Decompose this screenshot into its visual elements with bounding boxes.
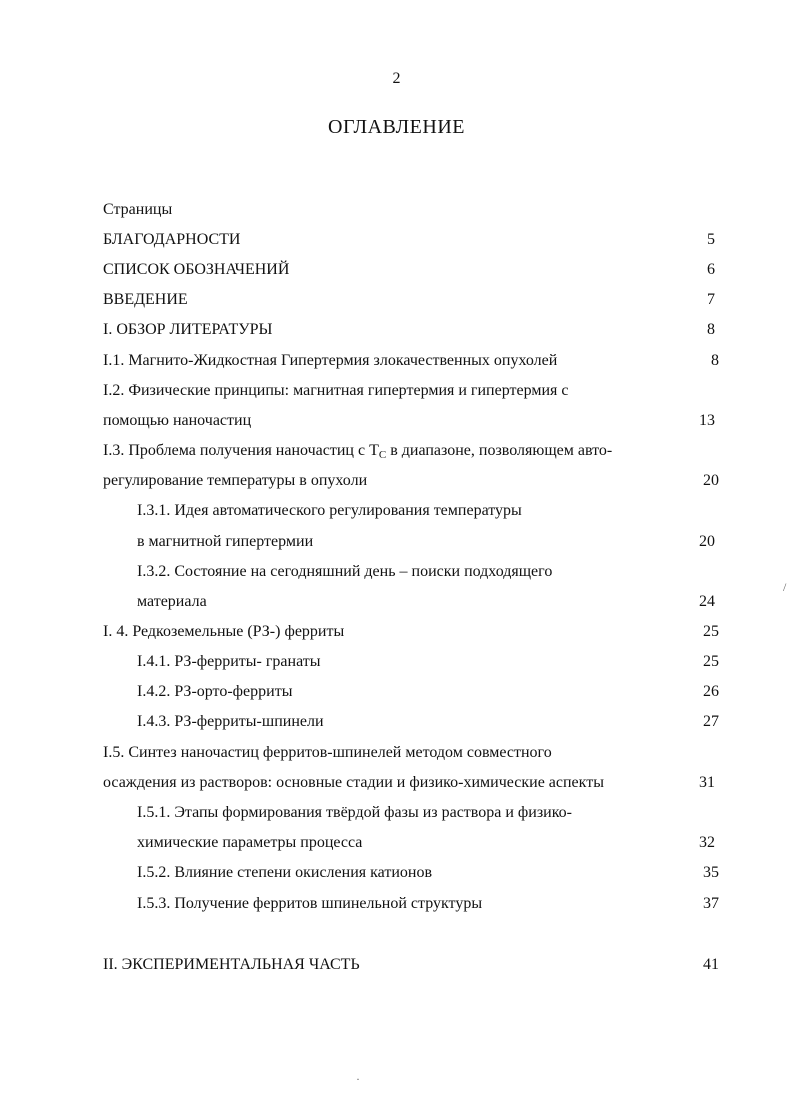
subscript-c: C — [378, 449, 387, 461]
toc-entry-page: 20 — [699, 533, 715, 550]
toc-entry-page: 26 — [703, 683, 719, 700]
toc-entry-page: 25 — [703, 623, 719, 640]
toc-entry-text-pre: I.3. Проблема получения наночастиц с T — [103, 442, 379, 459]
toc-entry-page: 24 — [699, 593, 715, 610]
toc-entry-text: I.5.2. Влияние степени окисления катионов — [137, 864, 433, 881]
toc-entry-text-post: в диапазоне, позволяющем авто- — [386, 442, 613, 459]
toc-entry-text: I. 4. Редкоземельные (РЗ-) ферриты — [103, 623, 345, 640]
toc-entry-page: 37 — [703, 895, 719, 912]
toc-entry-page: 7 — [707, 291, 715, 308]
toc-entry-text-line1: I.2. Физические принципы: магнитная гипертермия и гипертермия с — [103, 382, 569, 399]
page-title: ОГЛАВЛЕНИЕ — [328, 116, 465, 138]
toc-entry-text-line1: I.5.1. Этапы формирования твёрдой фазы из раствора и физико- — [137, 804, 572, 821]
toc-entry-text: ВВЕДЕНИЕ — [103, 291, 188, 308]
scan-speck: / — [783, 580, 787, 594]
toc-entry-page: 32 — [699, 834, 715, 851]
toc-entry-text-line2: в магнитной гипертермии — [137, 533, 314, 550]
toc-entry-text-line1: I.3.1. Идея автоматического регулирования температуры — [137, 502, 522, 519]
toc-entry-page: 41 — [703, 956, 719, 973]
toc-entry-page: 20 — [703, 472, 719, 489]
toc-entry-page: 25 — [703, 653, 719, 670]
toc-entry-text: I.1. Магнито-Жидкостная Гипертермия злокачественных опухолей — [103, 352, 558, 369]
toc-entry-text-line2: осаждения из растворов: основные стадии и физико-химические аспекты — [103, 774, 604, 791]
toc-entry-page: 13 — [699, 412, 715, 429]
toc-entry-text: I. ОБЗОР ЛИТЕРАТУРЫ — [103, 321, 273, 338]
toc-entry-page: 31 — [699, 774, 715, 791]
toc-entry-text-line2: материала — [137, 593, 207, 610]
toc-entry-page: 5 — [707, 231, 715, 248]
toc-entry-text: I.4.1. РЗ-ферриты- гранаты — [137, 653, 321, 670]
toc-entry-text: СПИСОК ОБОЗНАЧЕНИЙ — [103, 261, 290, 278]
toc-entry-page: 27 — [703, 713, 719, 730]
toc-entry-text-line2: химические параметры процесса — [137, 834, 363, 851]
toc-entry-text-line1 — [103, 441, 612, 465]
toc-entry-text: I.4.3. РЗ-ферриты-шпинели — [137, 713, 324, 730]
page-number: 2 — [392, 70, 401, 87]
toc-entry-page: 35 — [703, 864, 719, 881]
toc-entry-text: БЛАГОДАРНОСТИ — [103, 231, 241, 248]
scan-speck: · — [356, 1072, 360, 1086]
toc-entry-text: II. ЭКСПЕРИМЕНТАЛЬНАЯ ЧАСТЬ — [103, 956, 360, 973]
toc-entry-text: I.4.2. РЗ-орто-ферриты — [137, 683, 293, 700]
toc-entry-page: 8 — [707, 321, 715, 338]
toc-entry-text: I.5.3. Получение ферритов шпинельной структуры — [137, 895, 483, 912]
toc-entry-text-line1: I.3.2. Состояние на сегодняшний день – поиски подходящего — [137, 563, 553, 580]
pages-label: Страницы — [103, 201, 173, 218]
toc-entry-page: 8 — [711, 352, 719, 369]
toc-entry-text-line2: регулирование температуры в опухоли — [103, 472, 368, 489]
toc-entry-text-line1: I.5. Синтез наночастиц ферритов-шпинелей методом совместного — [103, 744, 552, 761]
toc-entry-page: 6 — [707, 261, 715, 278]
toc-entry-text-line2: помощью наночастиц — [103, 412, 252, 429]
